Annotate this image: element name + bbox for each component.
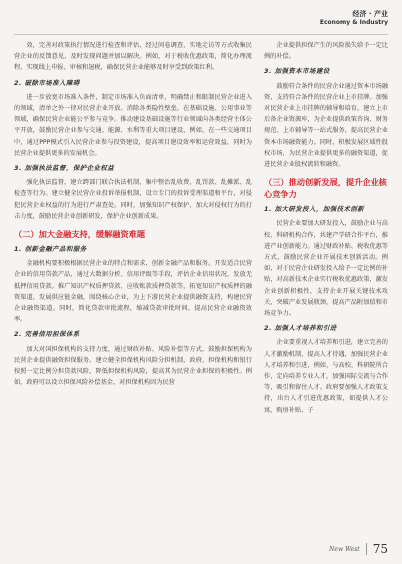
page-footer [329,542,388,556]
section-heading: （二）加大金融支持，缓解融资难题 [14,229,146,240]
section-title-en: Economy & Industry [319,19,388,26]
paragraph: 鼓励符合条件的民营企业通过资本市场融资，支持符合条件的民营企业上市挂牌。加强对民营企业上市挂牌的辅导和培育，建立上市后备企业资源库，为企业提供政策咨询、财务规范、上市辅导等一站式服务，提高民营企业资本市场融资能力。同时，积极发展区域性股权市场，为民营企业提供更多的融资渠道，促进民营企业股权流转和融资。 [264,82,388,169]
subsection-heading: 3. 加强资本市场建设 [264,67,330,76]
section-title-cn: 经济 · 产业 [352,10,388,18]
paragraph: 进一步放宽市场准入条件，制定市场准入负面清单，明确禁止和限制民营企业进入的领域，清单之外一律对民营企业开放。消除各类隐性壁垒，在基础设施、公用事业等领域，确保民营企业能公平参与竞争。推动建设基础设施等行业领域向各类经营主体公平开放，鼓励民营企业参与交通、能源、水利等重大项目建设，例如，在一些交通项目中，通过PPP模式引入民营企业参与投资建设，提高项目建设效率和运营效益，同时为民营企业提供更多的发展机会。 [14,93,252,157]
header-divider [14,34,388,35]
section-heading: （三）推动创新发展，提升企业核心竞争力 [264,177,387,200]
section-header [320,10,388,27]
subsection-heading: 2. 完善信用担保体系 [14,330,80,339]
paragraph: 金融机构要积极根据民营企业的特点和需求，创新金融产品和服务。开发适合民营企业的信用贷款产品，通过大数据分析、信用评级等手段，评估企业信用状况，发放无抵押信用贷款。推广知识产权质押贷款、应收账款质押贷款等，拓宽知识产权质押的融资渠道，发展供应链金融，围绕核心企业，为上下游民营企业提供融资支持，构建民营企业融资渠道。同时，简化贷款审批流程，缩减贷款审批时间，提高民营企业融资效率。 [14,260,252,324]
right-column [264,40,388,416]
left-column [14,40,252,388]
paragraph: 加大对国担保机构的支持力度，通过财政补贴、风险补偿等方式，鼓励担保机构为民营企业提供融资担保服务。建立健全担保机构风险分担机制，政府、担保机构和银行按照一定比例分担贷款风险，降低担保机构风险，提高其为民营企业担保的积极性。例如，政府可以设立担保风险补偿基金，对担保机构因为民营 [14,345,252,387]
paragraph: 民营企业要加大研发投入，鼓励企业与高校、科研机构合作，共建产学研合作平台，推进产业创新能力。通过财政补贴、税收优惠等方式，鼓励民营企业开展技术创新活动。例如，对于民营企业研发投入给予一定比例的补贴，对高新技术企业实行税收优惠政策，激发企业创新积极性，支持企业开展关键技术攻关，突破产业发展瓶颈，提高产品附加值和市场竞争力。 [264,220,388,318]
footer-divider [366,543,367,555]
paragraph: 企业要重视人才培养和引进，建立完善的人才激励机制，提高人才待遇，加强民营企业人才培养和引进，例如，与高校、科研院所合作，定向培养专业人才，加强国际交流与合作等，吸引和留住人才。政府要加强人才政策支持，出台人才引进优惠政策，如提供人才公寓、购房补贴、子 [264,339,388,414]
page-number: 75 [372,542,388,556]
publication-name: New West [329,545,360,553]
subsection-heading: 2. 破除市场准入障碍 [14,78,80,87]
paragraph: 企业提供担保产生的风险损失给予一定比例的补偿。 [264,42,388,61]
paragraph: 效，完善对政策执行情况进行检查和评估，经过问卷调查、实地走访等方式收集民营企业的反馈意见，及时发现问题并加以解决。例如，对于税收优惠政策，简化办理流程，实现线上申报、审核和退税，确保民营企业能够及时享受到政策红利。 [14,42,252,72]
paragraph: 强化执法监督，建立跨部门联合执法机制，集中整治乱收费、乱罚款、乱摊派、乱检查等行为。建立健全民营企业投诉举报机制，设立专门的投诉受理渠道和平台，对侵犯民营企业权益的行为进行严肃查处。同时，加强知识产权保护，加大对侵权行为的打击力度，鼓励民营企业创新研发，保护企业创新成果。 [14,179,252,220]
subsection-heading: 3. 加强执法监督，保护企业权益 [14,164,115,173]
subsection-heading: 1. 创新金融产品和服务 [14,245,87,254]
subsection-heading: 2. 加强人才培养和引进 [264,324,337,333]
subsection-heading: 1. 加大研发投入，加强技术创新 [264,205,365,214]
